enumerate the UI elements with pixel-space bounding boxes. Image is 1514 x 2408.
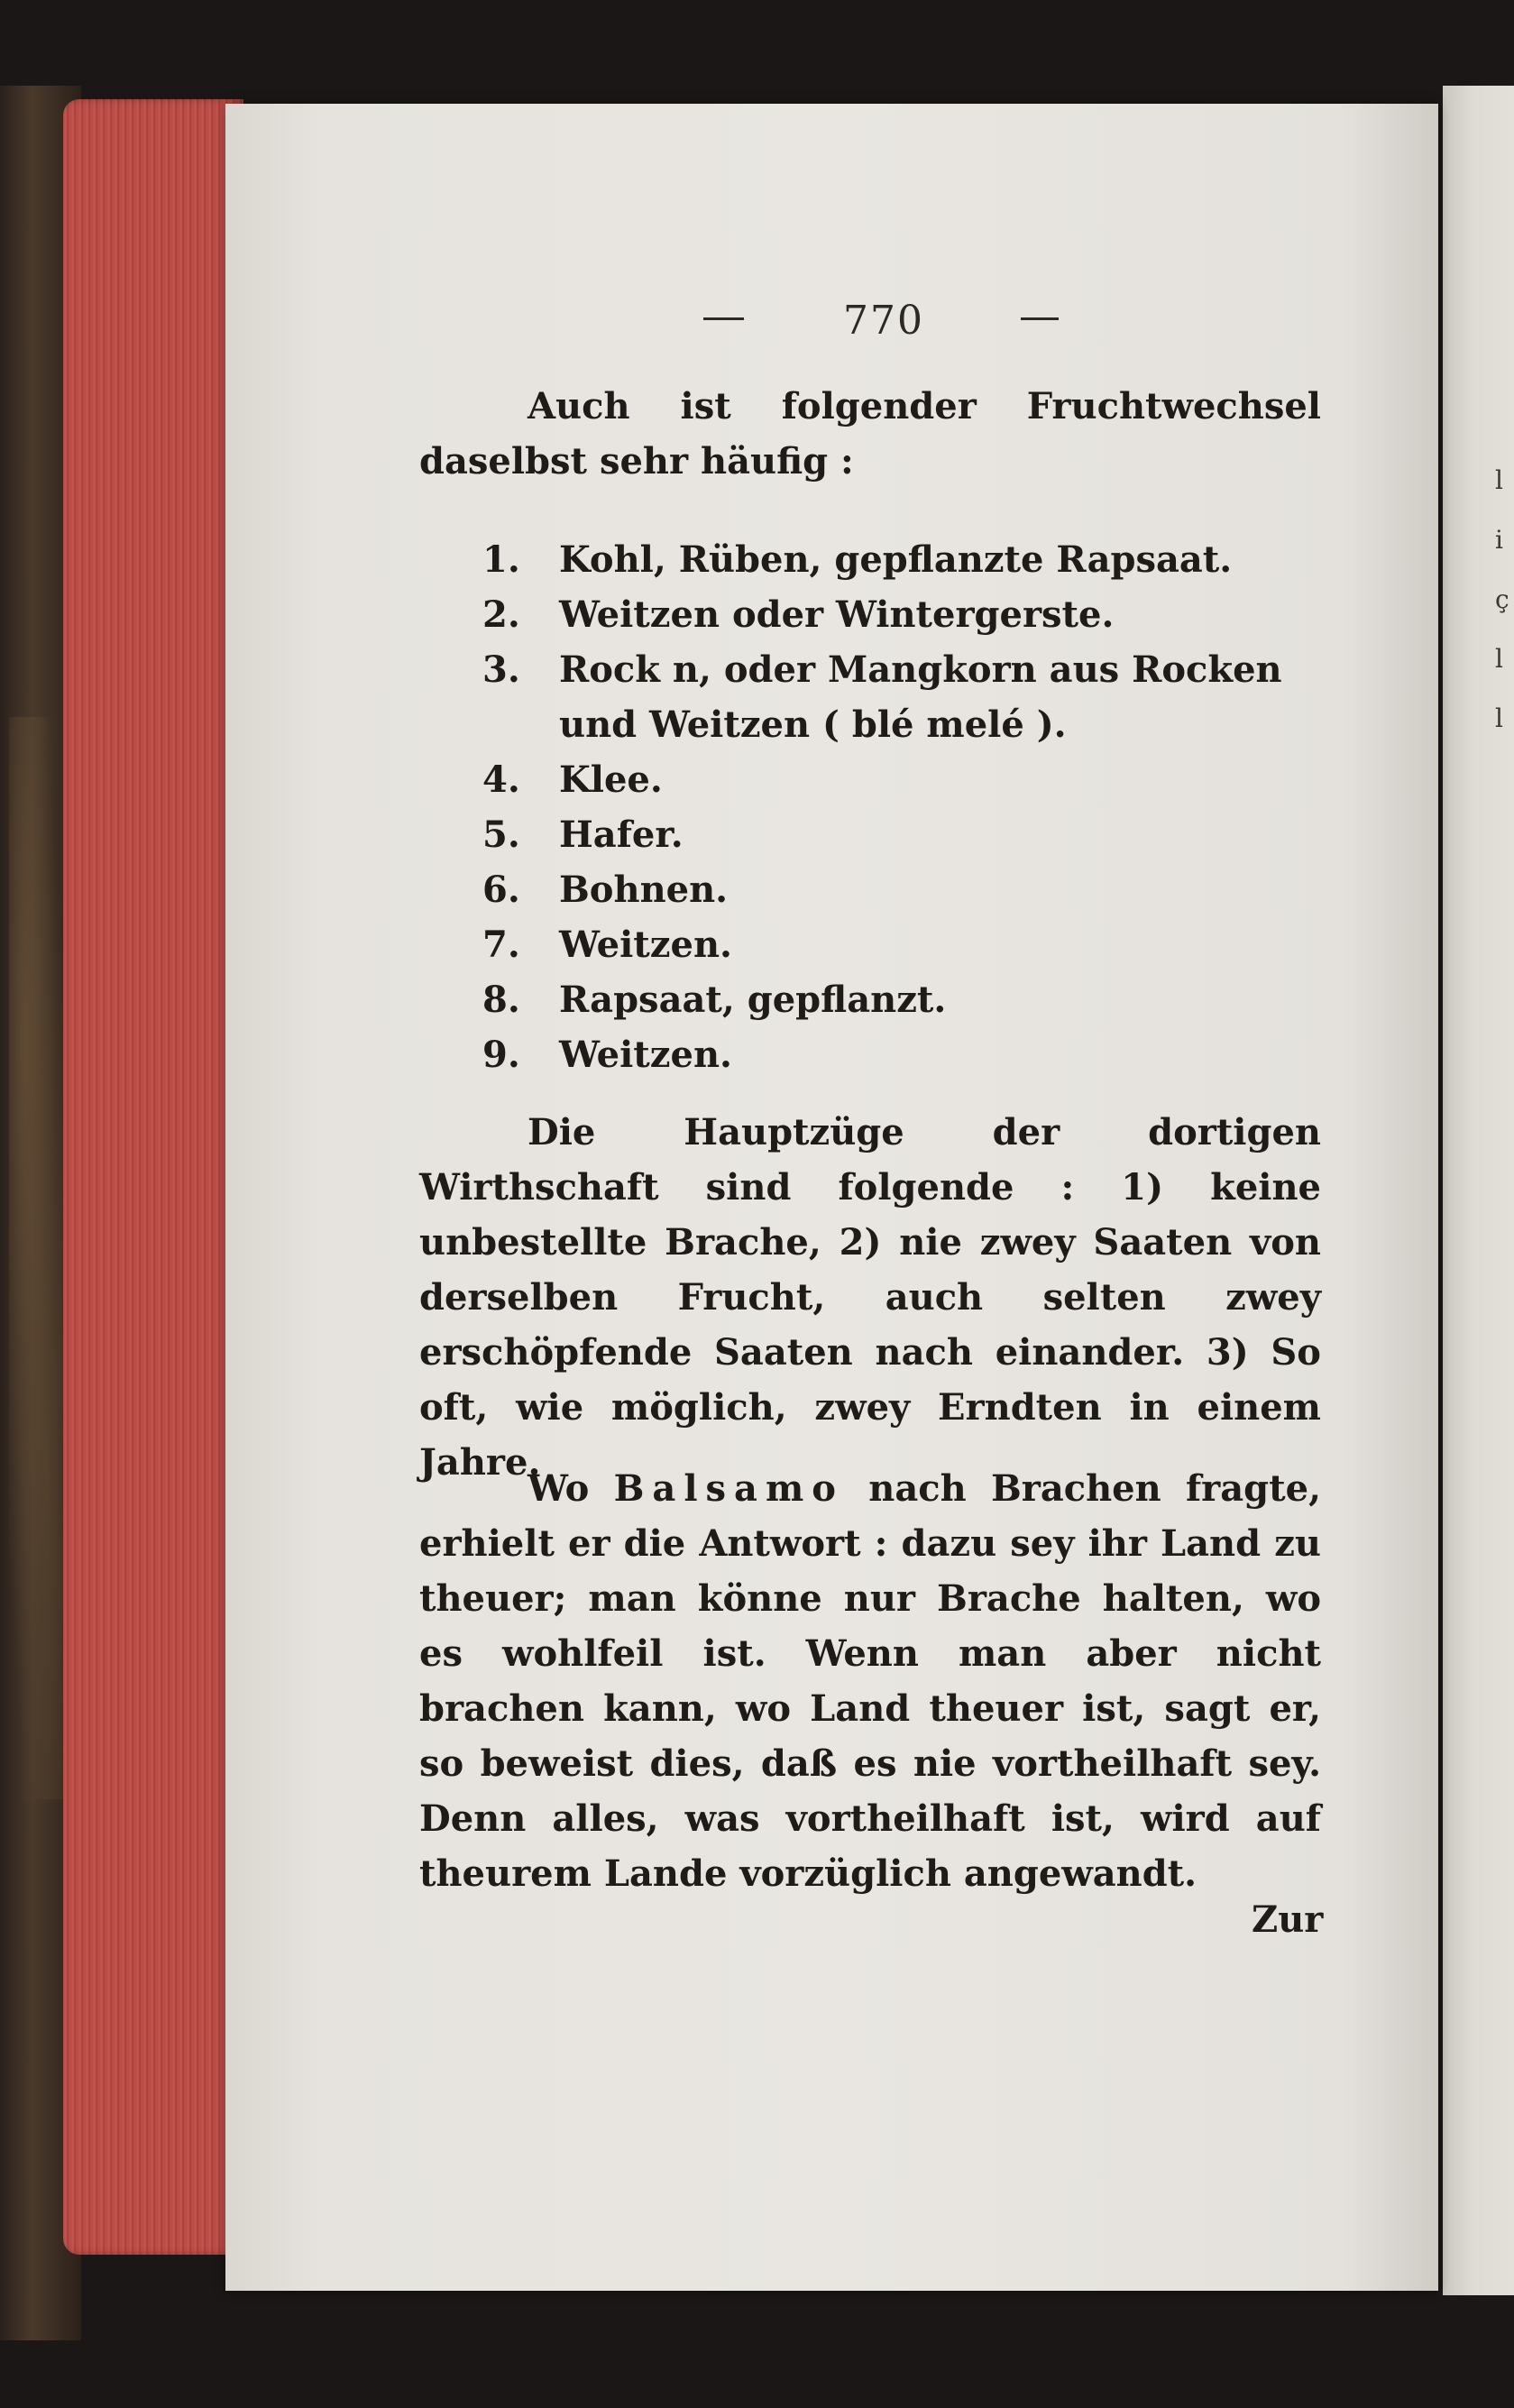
list-text: Rock n, oder Mangkorn aus Rocken und Weitzen ( blé melé ). [559,648,1282,746]
list-text: Weitzen oder Wintergerste. [559,593,1115,636]
red-page-edges [63,99,243,2255]
list-text: Kohl, Rüben, gepflanzte Rapsaat. [559,538,1233,581]
header-dash-right [1021,317,1059,320]
list-number: 4. [482,758,520,801]
main-paragraph [419,1105,1321,1490]
facing-mark: ç [1495,584,1509,614]
list-item [482,1027,1330,1082]
balsamo-paragraph [419,1461,1321,1901]
header-dash-left [703,317,744,320]
running-head [478,298,1100,343]
facing-mark: l [1495,465,1503,495]
list-number: 3. [482,648,520,691]
list-text: Weitzen. [559,924,732,966]
facing-mark: i [1495,525,1503,555]
list-number: 8. [482,979,520,1021]
main-paragraph-text: Die Hauptzüge der dortigen Wirthschaft sind folgende : 1) keine unbestellte Brache, 2) nie zwey Saaten von derselben Frucht, auch selten zwey erschöpfende Saaten nach einander. 3) So oft, wie möglich, zwey Erndten in einem Jahre. [419,1111,1321,1484]
facing-mark: l [1495,644,1503,674]
crop-rotation-list [482,532,1330,1082]
facing-page [1443,86,1514,2295]
facing-page-text [1495,451,1508,749]
list-item [482,807,1330,862]
list-text: Klee. [559,758,663,801]
list-number: 6. [482,869,520,911]
list-item [482,972,1330,1027]
list-item [482,917,1330,972]
page-number: 770 [843,298,924,344]
balsamo-text: nach Brachen fragte, erhielt er die Antwort : dazu sey ihr Land zu theuer; man könne nur Brache halten, wo es wohlfeil ist. Wenn man aber nicht brachen kann, wo Land theuer ist, sagt er, so beweist dies, daß es nie vortheilhaft sey. Denn alles, was vortheilhaft ist, wird auf theurem Lande vorzüglich angewandt. [419,1467,1321,1895]
list-number: 7. [482,924,520,966]
balsamo-start: Wo [528,1467,590,1510]
intro-paragraph [419,379,1321,489]
list-text: Rapsaat, gepflanzt. [559,979,947,1021]
list-number: 5. [482,813,520,856]
list-number: 2. [482,593,520,636]
list-number: 1. [482,538,520,581]
list-item [482,587,1330,642]
balsamo-name: Balsamo [613,1467,844,1510]
list-text: Hafer. [559,813,684,856]
list-item [482,752,1330,807]
facing-mark: l [1495,703,1503,733]
intro-text: Auch ist folgender Fruchtwechsel daselbst sehr häufig : [419,385,1321,483]
catchword: Zur [1252,1898,1324,1941]
list-text: Weitzen. [559,1034,732,1076]
list-item [482,862,1330,917]
list-text: Bohnen. [559,869,729,911]
list-item [482,532,1330,587]
list-item [482,642,1330,752]
list-number: 9. [482,1034,520,1076]
